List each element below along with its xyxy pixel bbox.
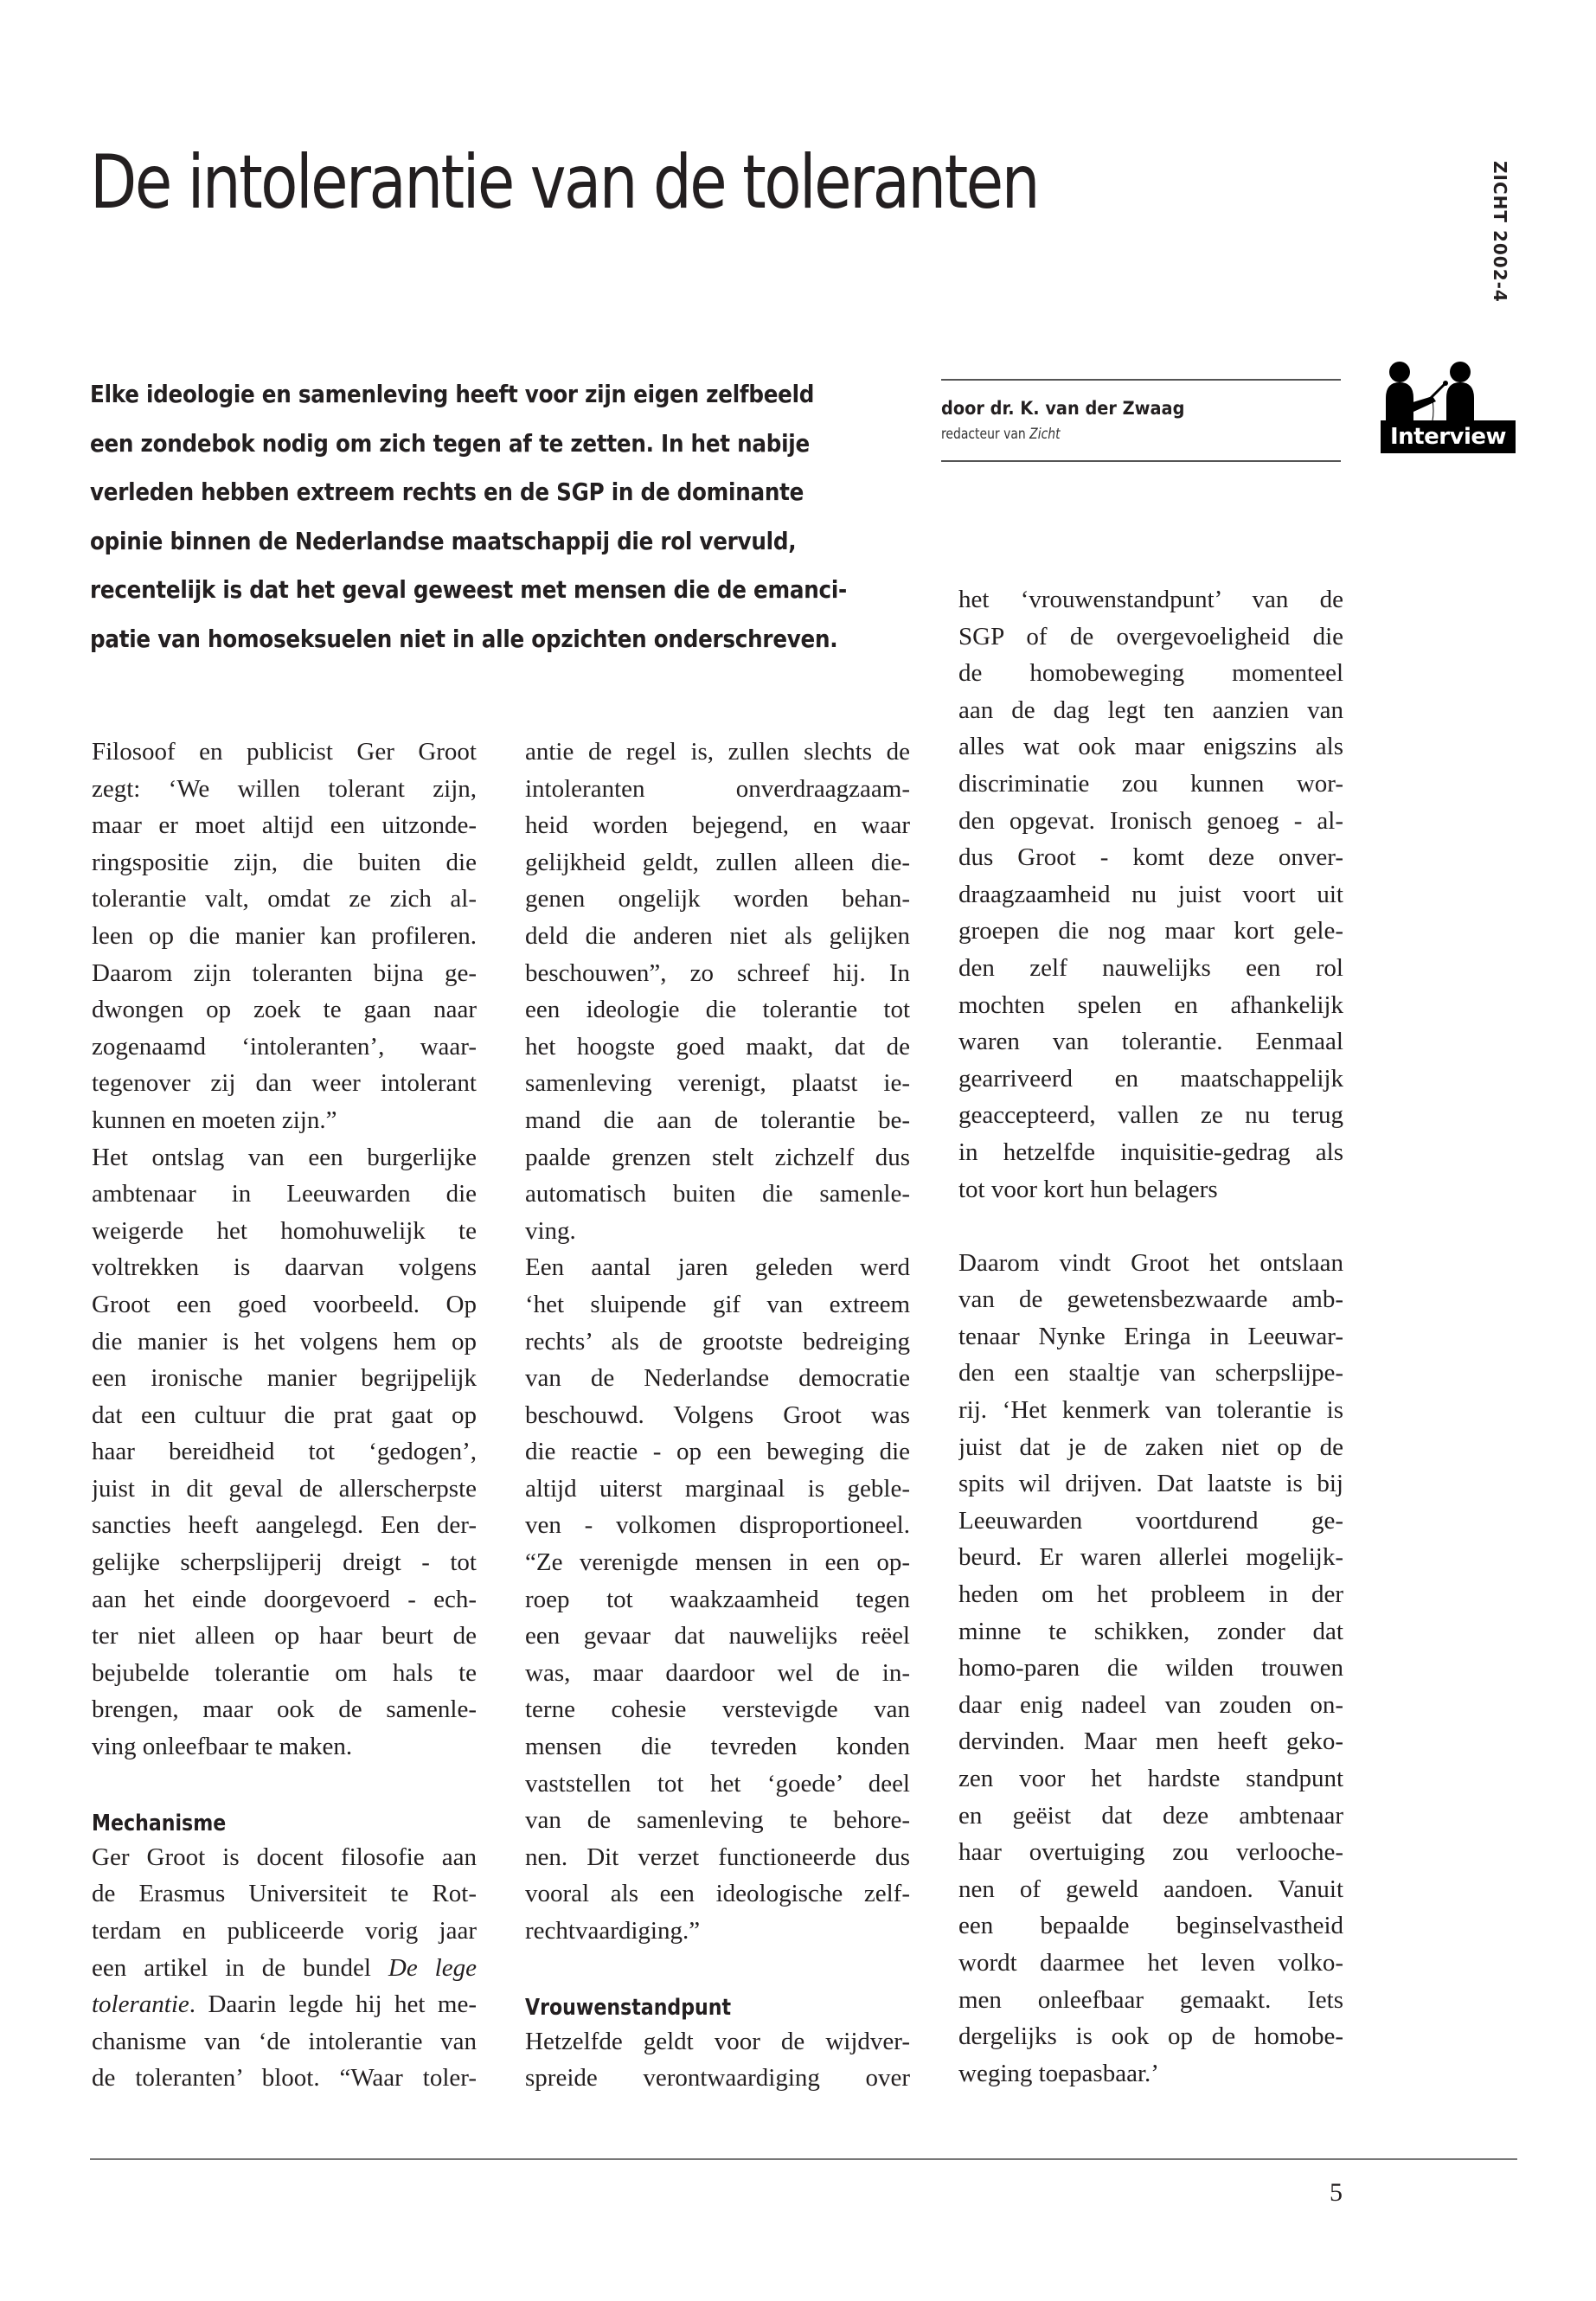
text-line: nen. Dit verzet functioneerde dus [525, 1843, 910, 1871]
text-line: het hoogste goed maakt, dat de [525, 1032, 910, 1061]
text-line: draagzaamheid nu juist voort uit [958, 880, 1343, 908]
text-line: in hetzelfde inquisitie-gedrag als [958, 1138, 1343, 1166]
text-line: dervinden. Maar men heeft geko- [958, 1727, 1343, 1756]
text-line: Groot een goed voorbeeld. Op [92, 1290, 477, 1318]
text-line: die manier is het volgens hem op [92, 1327, 477, 1356]
publication-name: Zicht [1029, 426, 1061, 443]
text-line: “Ze verenigde mensen in een op- [525, 1548, 910, 1577]
text-line: alles wat ook maar enigszins als [958, 733, 1343, 761]
section-heading: Vrouwenstandpunt [525, 1995, 732, 2022]
text-line: rij. ‘Het kenmerk van tolerantie is [958, 1396, 1343, 1425]
page-number: 5 [1330, 2178, 1343, 2207]
text-line: terne cohesie verstevigde van [525, 1695, 910, 1724]
book-title: tolerantie [92, 1990, 189, 2019]
text-line: vaststellen tot het ‘goede’ deel [525, 1769, 910, 1798]
text-line: bejubelde tolerantie om hals te [92, 1658, 477, 1687]
text-line: ter niet alleen op haar beurt de [92, 1622, 477, 1650]
text-line: den zelf nauwelijks een rol [958, 953, 1343, 982]
text-line: ringspositie zijn, die buiten die [92, 848, 477, 876]
text-line: terdam en publiceerde vorig jaar [92, 1917, 477, 1945]
text-line: tenaar Nynke Eringa in Leeuwar- [958, 1322, 1343, 1350]
text-line: aan de dag legt ten aanzien van [958, 695, 1343, 724]
text-line: dwongen op zoek te gaan naar [92, 996, 477, 1024]
author-role-prefix: redacteur van [941, 426, 1030, 443]
text-line: juist dat je de zaken niet op de [958, 1433, 1343, 1461]
text-line: ving. [525, 1216, 576, 1245]
text-line: tot voor kort hun belagers [958, 1175, 1218, 1203]
text-line: tolerantie valt, omdat ze zich al- [92, 885, 477, 913]
footer-divider [90, 2158, 1517, 2160]
text-line: heid worden bejegend, en waar [525, 811, 910, 840]
text-line: het ‘vrouwenstandpunt’ van de [958, 586, 1343, 613]
text-line: Filosoof en publicist Ger Groot [92, 738, 477, 766]
column-3 [958, 581, 1343, 2092]
text-fragment: . Daarin legde hij het me- [189, 1990, 477, 2019]
text-line: groepen die nog maar kort gele- [958, 917, 1343, 945]
text-line: beschouwen”, zo schreef hij. In [525, 958, 910, 987]
text-line: den een staaltje van scherpslijpe- [958, 1359, 1343, 1388]
lead-line: Elke ideologie en samenleving heeft voor zijn eigen zelfbeeld [90, 380, 815, 408]
text-line: beschouwd. Volgens Groot was [525, 1400, 910, 1429]
text-line [92, 1986, 477, 2023]
text-line: van de samenleving te behore- [525, 1806, 910, 1835]
author-role [941, 426, 1269, 443]
section-heading: Mechanisme [92, 1811, 227, 1837]
text-line: den opgevat. Ironisch genoeg - al- [958, 806, 1343, 835]
byline [941, 379, 1341, 462]
text-line: altijd uiterst marginaal is geble- [525, 1474, 910, 1503]
text-line: de homobeweging momenteel [958, 659, 1343, 688]
text-line: die reactie - op een beweging die [525, 1438, 910, 1466]
article-title: De intolerantie van de toleranten [90, 139, 1038, 226]
text-line: mochten spelen en afhankelijk [958, 990, 1343, 1019]
lead-line: recentelijk is dat het geval geweest met mensen die de emanci- [90, 575, 847, 604]
text-line: dergelijks is ook op de homobe- [958, 2022, 1343, 2051]
text-line: Hetzelfde geldt voor de wijdver- [525, 2027, 910, 2055]
text-line: gearriveerd en maatschappelijk [958, 1064, 1343, 1093]
text-line: rechts’ als de grootste bedreiging [525, 1327, 910, 1356]
text-line: homo-paren die wilden trouwen [958, 1654, 1343, 1682]
text-fragment: een artikel in de bundel [92, 1953, 388, 1982]
text-line: Leeuwarden voortdurend ge- [958, 1506, 1343, 1535]
text-line: Daarom zijn toleranten bijna ge- [92, 958, 477, 987]
text-line: mensen die tevreden konden [525, 1733, 910, 1761]
text-line: dus Groot - komt deze onver- [958, 843, 1343, 872]
text-line: roep tot waakzaamheid tegen [525, 1585, 910, 1613]
text-line: genen ongelijk worden behan- [525, 885, 910, 913]
text-line: weging toepasbaar.’ [958, 2059, 1159, 2087]
column-2 [525, 734, 910, 2097]
text-line: minne te schikken, zonder dat [958, 1617, 1343, 1645]
text-line: ‘het sluipende gif van extreem [525, 1290, 910, 1318]
text-line: antie de regel is, zullen slechts de [525, 738, 910, 766]
text-line: nen of geweld aandoen. Vanuit [958, 1875, 1343, 1903]
text-line: haar bereidheid tot ‘gedogen’, [92, 1438, 477, 1466]
text-line: aan het einde doorgevoerd - ech- [92, 1585, 477, 1613]
text-line: een ironische manier begrijpelijk [92, 1364, 477, 1393]
paragraph-gap [958, 1208, 1343, 1245]
text-line: was, maar daardoor wel de in- [525, 1658, 910, 1687]
interview-label: Interview [1381, 420, 1516, 453]
text-line: Een aantal jaren geleden werd [525, 1253, 910, 1282]
issue-label: ZICHT 2002-4 [1490, 161, 1510, 303]
book-title: De lege [388, 1953, 477, 1982]
text-line: gelijke scherpslijperij dreigt - tot [92, 1548, 477, 1577]
text-line: van de Nederlandse democratie [525, 1364, 910, 1393]
text-line: Daarom vindt Groot het ontslaan [958, 1248, 1343, 1277]
text-line: juist in dit geval de allerscherpste [92, 1474, 477, 1503]
lead-line: verleden hebben extreem rechts en de SGP in de dominante [90, 478, 804, 506]
text-line: wordt daarmee het leven volko- [958, 1948, 1343, 1977]
text-line: intoleranten onverdraagzaam- [525, 774, 910, 803]
text-line: spreide verontwaardiging over [525, 2064, 910, 2093]
text-line: rechtvaardiging.” [525, 1917, 701, 1945]
text-line: kunnen en moeten zijn.” [92, 1106, 337, 1134]
text-line: samenleving verenigt, plaatst ie- [525, 1069, 910, 1098]
text-line: ven - volkomen disproportioneel. [525, 1511, 910, 1540]
paragraph-gap [92, 1766, 477, 1803]
text-line: geaccepteerd, vallen ze nu terug [958, 1101, 1343, 1130]
text-line: zogenaamd ‘intoleranten’, waar- [92, 1032, 477, 1061]
lead-line: een zondebok nodig om zich tegen af te zetten. In het nabije [90, 428, 810, 458]
lead-line: patie van homoseksuelen niet in alle opzichten onderschreven. [90, 624, 838, 653]
text-line: heden om het probleem in der [958, 1580, 1343, 1609]
text-line: de toleranten’ bloot. “Waar toler- [92, 2064, 477, 2093]
text-line: deld die anderen niet als gelijken [525, 921, 910, 950]
lead-paragraph [90, 370, 903, 663]
text-line: Het ontslag van een burgerlijke [92, 1143, 477, 1171]
text-line: tegenover zij dan weer intolerant [92, 1069, 477, 1098]
text-line: waren van tolerantie. Eenmaal [958, 1028, 1343, 1056]
text-line: zen voor het hardste standpunt [958, 1765, 1343, 1792]
text-line: beurd. Er waren allerlei mogelijk- [958, 1543, 1343, 1572]
text-line: sancties heeft aangelegd. Een der- [92, 1511, 477, 1540]
text-line: Ger Groot is docent filosofie aan [92, 1843, 477, 1871]
lead-line: opinie binnen de Nederlandse maatschappij die rol vervuld, [90, 526, 797, 555]
interview-badge [1381, 362, 1516, 453]
text-line: maar er moet altijd een uitzonde- [92, 811, 477, 840]
text-line: ambtenaar in Leeuwarden die [92, 1180, 477, 1208]
text-line: paalde grenzen stelt zichzelf dus [525, 1143, 910, 1171]
text-line: gelijkheid geldt, zullen alleen die- [525, 848, 910, 876]
text-line: zegt: ‘We willen tolerant zijn, [92, 774, 477, 803]
text-line [92, 1950, 477, 1987]
text-line: van de gewetensbezwaarde amb- [958, 1285, 1343, 1314]
text-line: haar overtuiging zou verlooche- [958, 1838, 1343, 1867]
text-line: weigerde het homohuwelijk te [92, 1216, 477, 1245]
paragraph-gap [525, 1950, 910, 1987]
text-line: automatisch buiten die samenle- [525, 1180, 910, 1208]
text-line: een ideologie die tolerantie tot [525, 996, 910, 1024]
text-line: SGP of de overgevoeligheid die [958, 622, 1343, 651]
text-line: vooral als een ideologische zelf- [525, 1880, 910, 1908]
text-line: mand die aan de tolerantie be- [525, 1106, 910, 1134]
text-line: men onleefbaar gemaakt. Iets [958, 1985, 1343, 2014]
text-line: de Erasmus Universiteit te Rot- [92, 1880, 477, 1908]
text-line: ving onleefbaar te maken. [92, 1733, 353, 1761]
text-line: dat een cultuur die prat gaat op [92, 1400, 477, 1429]
text-line: daar enig nadeel van zouden on- [958, 1690, 1343, 1719]
text-line: chanisme van ‘de intolerantie van [92, 2027, 477, 2055]
text-line: en geëist dat deze ambtenaar [958, 1801, 1343, 1830]
column-1 [92, 734, 477, 2097]
text-line: een gevaar dat nauwelijks reëel [525, 1622, 910, 1650]
text-line: brengen, maar ook de samenle- [92, 1695, 477, 1724]
text-line: voltrekken is daarvan volgens [92, 1253, 477, 1282]
author-name: door dr. K. van der Zwaag [941, 398, 1185, 419]
text-line: een bepaalde beginselvastheid [958, 1912, 1343, 1940]
text-line: discriminatie zou kunnen wor- [958, 769, 1343, 798]
text-line: spits wil drijven. Dat laatste is bij [958, 1470, 1343, 1498]
text-line: leen op die manier kan profileren. [92, 921, 477, 950]
